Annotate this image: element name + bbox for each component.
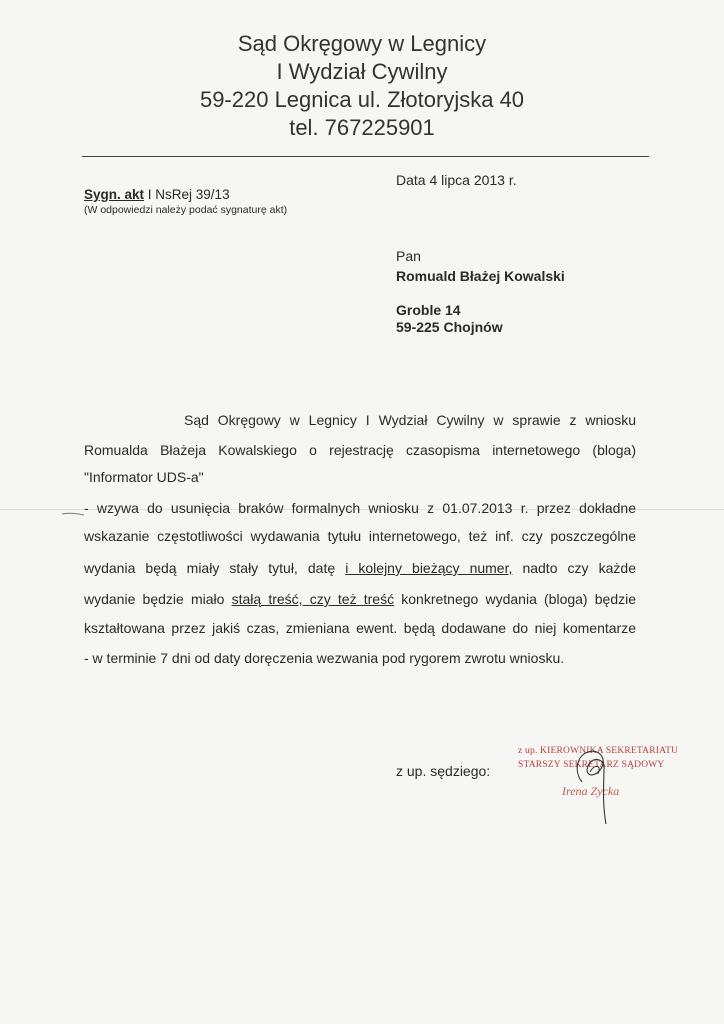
body-line: "Informator UDS-a" [84, 469, 204, 485]
body-line: wskazanie częstotliwości wydawania tytułu internetowego, też inf. czy poszczególne [84, 528, 636, 544]
case-reference [84, 187, 230, 202]
court-address: 59-220 Legnica ul. Złotoryjska 40 [199, 87, 525, 112]
stamp-line-2: STARSZY SEKRETARZ SĄDOWY [518, 760, 665, 770]
body-line: Romualda Błażeja Kowalskiego o rejestrację czasopisma internetowego (bloga) [84, 442, 636, 458]
body-line: kształtowana przez jakiś czas, zmieniana ewent. będą dodawane do niej komentarze [84, 620, 636, 636]
recipient-salutation: Pan [396, 248, 421, 264]
court-name: Sąd Okręgowy w Legnicy [237, 31, 487, 56]
body-line: - wzywa do usunięcia braków formalnych wniosku z 01.07.2013 r. przez dokładne [84, 500, 636, 516]
signature-scribble [518, 742, 678, 834]
handwritten-name: Irena Zycka [562, 784, 620, 798]
recipient-street: Groble 14 [396, 302, 461, 318]
letter-date: Data 4 lipca 2013 r. [396, 172, 517, 188]
underlined-text: i kolejny bieżący numer, [345, 560, 513, 576]
court-header [0, 30, 724, 142]
underlined-text: stałą treść, czy też treść [231, 591, 395, 607]
recipient-name: Romuald Błażej Kowalski [396, 268, 565, 284]
official-stamp [518, 742, 678, 834]
body-line: - w terminie 7 dni od daty doręczenia wezwania pod rygorem zwrotu wniosku. [84, 650, 565, 666]
case-label: Sygn. akt [84, 187, 145, 202]
body-line [84, 560, 636, 576]
signature-label: z up. sędziego: [396, 763, 491, 779]
body-line [84, 591, 636, 607]
stamp-line-1: z up. KIEROWNIKA SEKRETARIATU [518, 746, 679, 756]
case-number: I NsRej 39/13 [144, 187, 230, 202]
case-note: (W odpowiedzi należy podać sygnaturę akt) [84, 204, 288, 216]
court-division: I Wydział Cywilny [276, 59, 448, 84]
court-phone: tel. 767225901 [289, 115, 435, 140]
recipient-city: 59-225 Chojnów [396, 319, 503, 335]
body-text: wydania będą miały stały tytuł, datę [84, 560, 346, 576]
body-text: wydanie będzie miało [84, 591, 232, 607]
body-text: nadto czy każde [512, 560, 636, 576]
body-text: konkretnego wydania (bloga) będzie [394, 591, 637, 607]
pen-scratch [62, 511, 84, 517]
header-divider [82, 156, 649, 157]
body-line: Sąd Okręgowy w Legnicy I Wydział Cywilny w sprawie z wniosku [184, 412, 636, 428]
